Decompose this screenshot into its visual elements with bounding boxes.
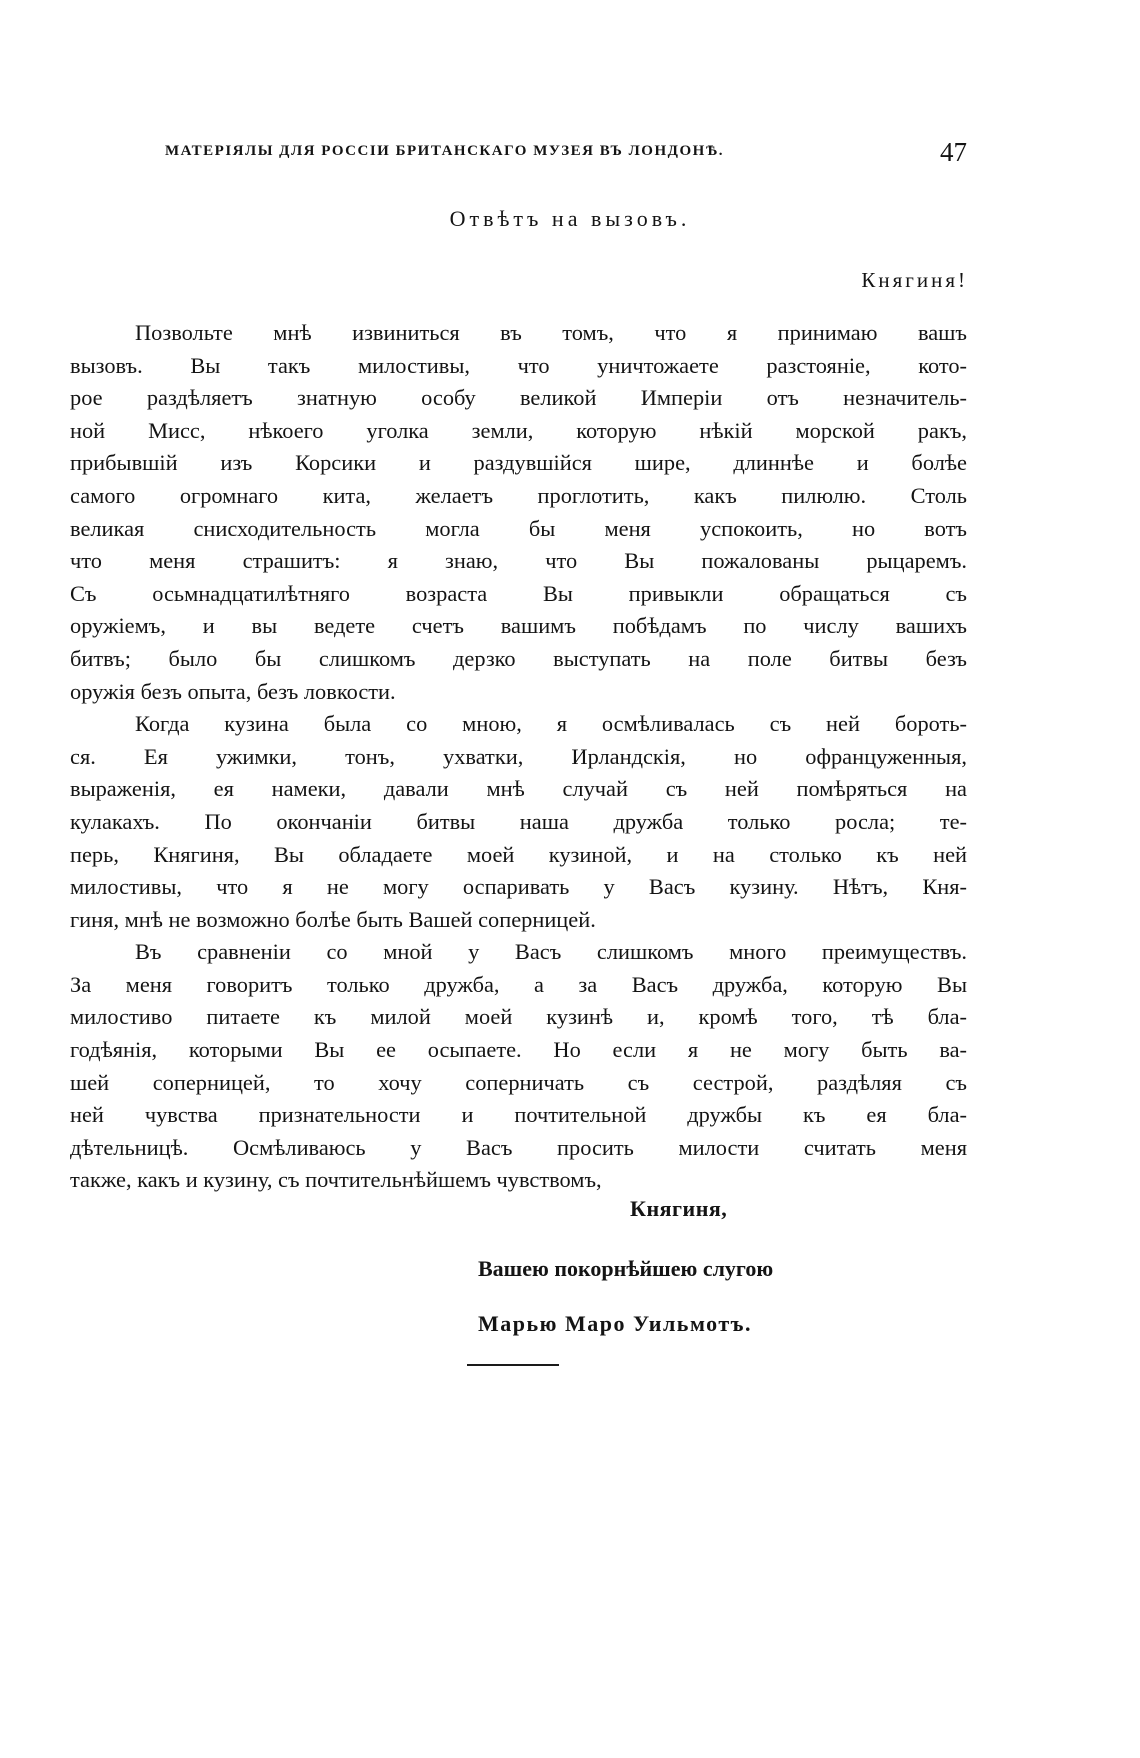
salutation: Княгиня! — [861, 268, 968, 292]
text-line: За меня говоритъ только дружба, а за Васъ дружба, которую Вы — [70, 971, 967, 997]
running-header — [165, 137, 967, 171]
text-line: также, какъ и кузину, съ почтительнѣйшемъ чувствомъ, — [70, 1167, 602, 1193]
letter-body — [70, 317, 967, 1197]
end-rule — [467, 1364, 559, 1366]
text-line: оружіемъ, и вы ведете счетъ вашимъ побѣдамъ по числу вашихъ — [70, 613, 967, 639]
text-line: выраженія, ея намеки, давали мнѣ случай съ ней помѣряться на — [70, 776, 967, 802]
running-title: МАТЕРІЯЛЫ ДЛЯ РОССІИ БРИТАНСКАГО МУЗЕЯ ВЪ ЛОНДОНѢ. — [165, 143, 725, 159]
text-line: годѣянія, которыми Вы ее осыпаете. Но если я не могу быть ва- — [70, 1037, 967, 1063]
letter-title: Отвѣтъ на вызовъ. — [449, 206, 691, 231]
text-line: Позвольте мнѣ извиниться въ томъ, что я принимаю вашъ — [135, 320, 967, 345]
text-line: рое раздѣляетъ знатную особу великой Имперіи отъ незначитель- — [70, 385, 967, 411]
text-line: ной Мисс, нѣкоего уголка земли, которую нѣкій морской ракъ, — [70, 417, 967, 443]
text-line: великая снисходительность могла бы меня успокоить, но вотъ — [70, 515, 967, 541]
text-line: шей соперницей, то хочу соперничать съ сестрой, раздѣляя съ — [70, 1069, 967, 1095]
text-line: битвъ; было бы слишкомъ дерзко выступать на поле битвы безъ — [70, 645, 967, 671]
text-line: вызовъ. Вы такъ милостивы, что уничтожаете разстояніе, кото- — [70, 352, 967, 378]
text-line: милостиво питаете къ милой моей кузинѣ и, кромѣ того, тѣ бла- — [70, 1004, 967, 1030]
text-line: кулакахъ. По окончаніи битвы наша дружба только росла; те- — [70, 808, 967, 834]
text-line: гиня, мнѣ не возможно болѣе быть Вашей соперницей. — [70, 906, 596, 932]
text-line: Въ сравненіи со мной у Васъ слишкомъ много преимуществъ. — [135, 939, 967, 965]
text-line: Съ осьмнадцатилѣтняго возраста Вы привыкли обращаться съ — [70, 580, 967, 606]
closing-phrase: Вашею покорнѣйшею слугою — [478, 1256, 774, 1281]
closing-address: Княгиня, — [630, 1196, 728, 1221]
text-line: оружія безъ опыта, безъ ловкости. — [70, 678, 396, 704]
text-line: прибывшій изъ Корсики и раздувшійся шире, длиннѣе и болѣе — [70, 450, 967, 476]
text-line: ней чувства признательности и почтительной дружбы къ ея бла- — [70, 1102, 967, 1128]
paragraph-1 — [70, 317, 967, 708]
text-line: что меня страшитъ: я знаю, что Вы пожалованы рыцаремъ. — [70, 548, 967, 574]
paragraph-2 — [70, 708, 967, 936]
text-line: Когда кузина была со мною, я осмѣливалась съ ней бороть- — [135, 711, 967, 737]
text-line: самого огромнаго кита, желаетъ проглотить, какъ пилюлю. Столь — [70, 482, 967, 508]
text-line: дѣтельницѣ. Осмѣливаюсь у Васъ просить милости считать меня — [70, 1134, 967, 1160]
text-line: перь, Княгиня, Вы обладаете моей кузиной, и на столько къ ней — [70, 841, 967, 867]
text-line: ся. Ея ужимки, тонъ, ухватки, Ирландскія, но офранцуженныя, — [70, 743, 967, 769]
page-number: 47 — [940, 137, 967, 167]
paragraph-3 — [70, 936, 967, 1197]
signature-name: Марью Маро Уильмотъ. — [478, 1311, 752, 1336]
text-line: милостивы, что я не могу оспаривать у Васъ кузину. Нѣтъ, Кня- — [70, 874, 967, 900]
